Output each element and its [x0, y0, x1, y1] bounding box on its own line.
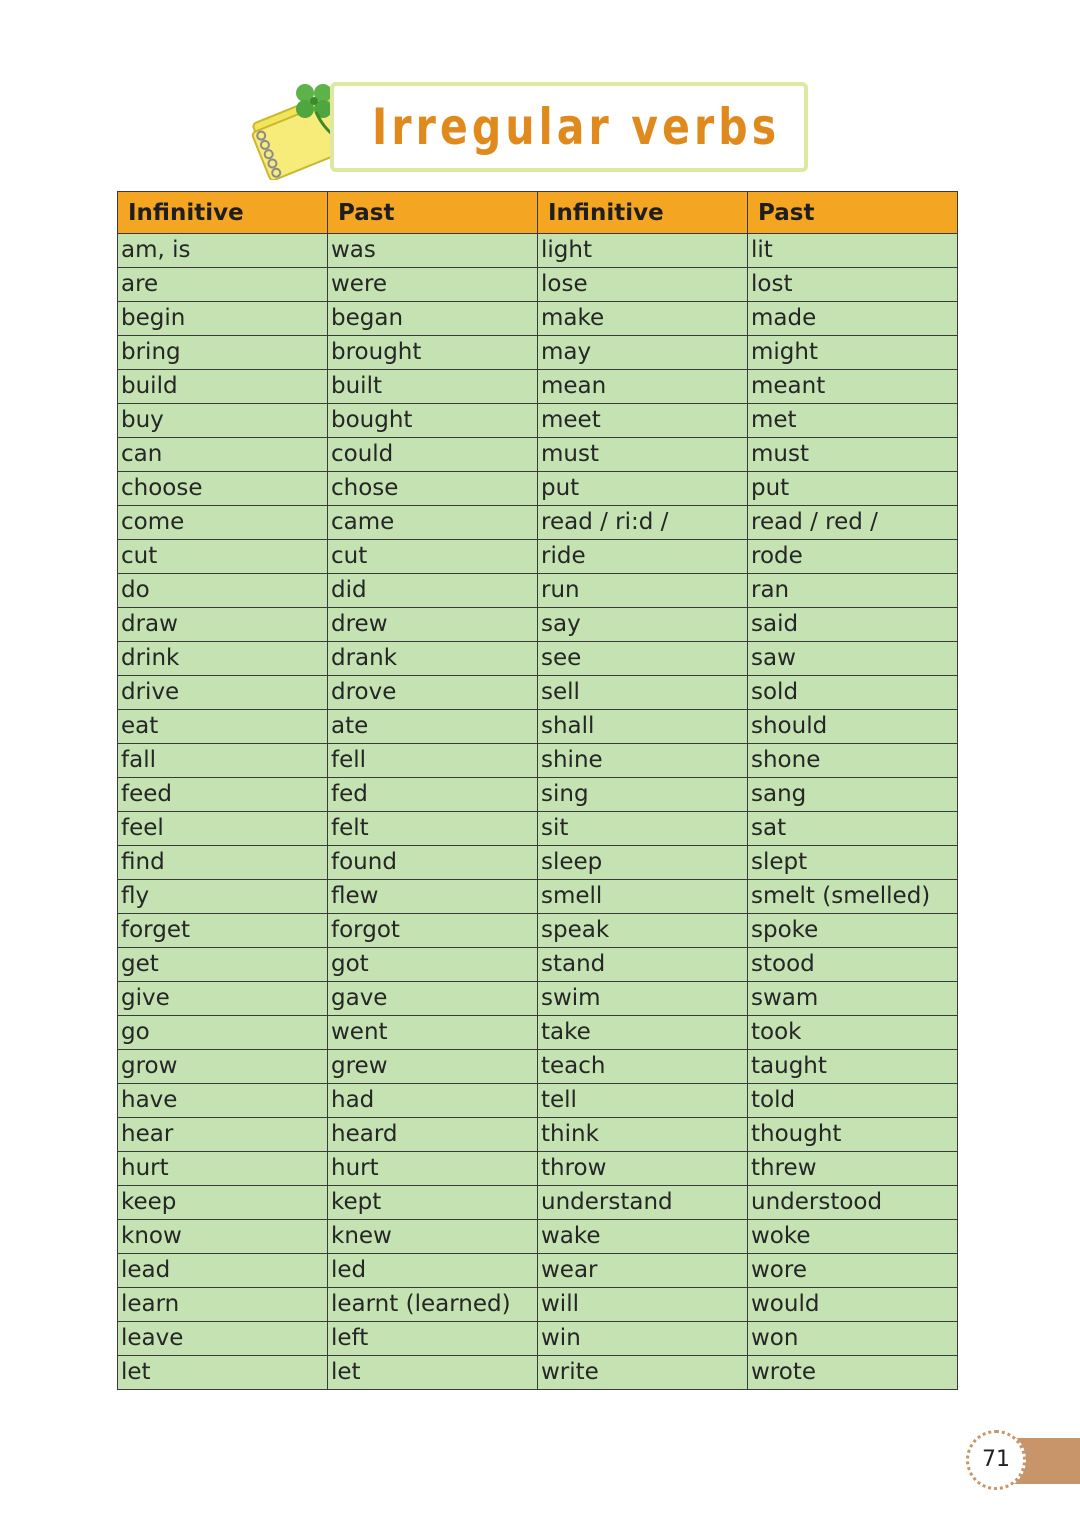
infinitive-cell: feed [118, 778, 328, 812]
infinitive-cell: bring [118, 336, 328, 370]
table-row [118, 1254, 958, 1288]
past-cell: had [328, 1084, 538, 1118]
infinitive-cell: smell [538, 880, 748, 914]
table-row [118, 1186, 958, 1220]
infinitive-cell: give [118, 982, 328, 1016]
infinitive-cell: leave [118, 1322, 328, 1356]
past-cell: smelt (smelled) [748, 880, 958, 914]
infinitive-cell: get [118, 948, 328, 982]
table-row [118, 1050, 958, 1084]
past-cell: began [328, 302, 538, 336]
table-row [118, 1288, 958, 1322]
infinitive-cell: build [118, 370, 328, 404]
past-cell: learnt (learned) [328, 1288, 538, 1322]
past-cell: sat [748, 812, 958, 846]
infinitive-cell: light [538, 234, 748, 268]
past-cell: stood [748, 948, 958, 982]
past-cell: taught [748, 1050, 958, 1084]
table-row [118, 506, 958, 540]
table-row [118, 778, 958, 812]
past-cell: read / red / [748, 506, 958, 540]
past-cell: bought [328, 404, 538, 438]
infinitive-cell: know [118, 1220, 328, 1254]
infinitive-cell: understand [538, 1186, 748, 1220]
table-row [118, 540, 958, 574]
table-row [118, 1084, 958, 1118]
infinitive-cell: can [118, 438, 328, 472]
past-cell: was [328, 234, 538, 268]
infinitive-cell: buy [118, 404, 328, 438]
infinitive-cell: are [118, 268, 328, 302]
infinitive-cell: write [538, 1356, 748, 1390]
past-cell: drew [328, 608, 538, 642]
past-cell: let [328, 1356, 538, 1390]
table-row [118, 846, 958, 880]
table-row [118, 234, 958, 268]
past-cell: wore [748, 1254, 958, 1288]
past-cell: ate [328, 710, 538, 744]
past-cell: meant [748, 370, 958, 404]
infinitive-cell: lead [118, 1254, 328, 1288]
page-number-badge [960, 1426, 1080, 1498]
past-cell: sang [748, 778, 958, 812]
title-banner [238, 74, 810, 180]
infinitive-cell: am, is [118, 234, 328, 268]
infinitive-cell: read / ri:d / [538, 506, 748, 540]
infinitive-cell: mean [538, 370, 748, 404]
infinitive-cell: wear [538, 1254, 748, 1288]
past-cell: knew [328, 1220, 538, 1254]
infinitive-cell: drink [118, 642, 328, 676]
table-row [118, 812, 958, 846]
past-cell: spoke [748, 914, 958, 948]
past-cell: slept [748, 846, 958, 880]
infinitive-cell: say [538, 608, 748, 642]
table-row [118, 744, 958, 778]
infinitive-cell: find [118, 846, 328, 880]
past-cell: lit [748, 234, 958, 268]
past-cell: led [328, 1254, 538, 1288]
past-cell: woke [748, 1220, 958, 1254]
past-cell: would [748, 1288, 958, 1322]
past-cell: saw [748, 642, 958, 676]
infinitive-cell: shall [538, 710, 748, 744]
past-cell: drank [328, 642, 538, 676]
infinitive-cell: win [538, 1322, 748, 1356]
past-cell: got [328, 948, 538, 982]
infinitive-cell: speak [538, 914, 748, 948]
past-cell: should [748, 710, 958, 744]
infinitive-cell: swim [538, 982, 748, 1016]
infinitive-cell: learn [118, 1288, 328, 1322]
table-row [118, 472, 958, 506]
table-row [118, 948, 958, 982]
table-row [118, 1322, 958, 1356]
infinitive-cell: have [118, 1084, 328, 1118]
infinitive-cell: eat [118, 710, 328, 744]
infinitive-cell: hear [118, 1118, 328, 1152]
past-cell: heard [328, 1118, 538, 1152]
infinitive-cell: grow [118, 1050, 328, 1084]
table-row [118, 642, 958, 676]
infinitive-cell: put [538, 472, 748, 506]
infinitive-cell: hurt [118, 1152, 328, 1186]
infinitive-cell: sit [538, 812, 748, 846]
past-cell: hurt [328, 1152, 538, 1186]
table-row [118, 336, 958, 370]
past-cell: built [328, 370, 538, 404]
table-body [118, 234, 958, 1390]
past-cell: thought [748, 1118, 958, 1152]
past-cell: wrote [748, 1356, 958, 1390]
infinitive-cell: take [538, 1016, 748, 1050]
past-cell: rode [748, 540, 958, 574]
past-cell: fell [328, 744, 538, 778]
past-cell: sold [748, 676, 958, 710]
past-cell: made [748, 302, 958, 336]
table-row [118, 1152, 958, 1186]
past-cell: were [328, 268, 538, 302]
infinitive-cell: fly [118, 880, 328, 914]
past-cell: found [328, 846, 538, 880]
past-cell: won [748, 1322, 958, 1356]
infinitive-cell: throw [538, 1152, 748, 1186]
infinitive-cell: begin [118, 302, 328, 336]
past-cell: cut [328, 540, 538, 574]
past-cell: threw [748, 1152, 958, 1186]
infinitive-cell: must [538, 438, 748, 472]
past-cell: chose [328, 472, 538, 506]
column-header: Past [748, 192, 958, 234]
infinitive-cell: will [538, 1288, 748, 1322]
table-row [118, 404, 958, 438]
table-row [118, 302, 958, 336]
past-cell: told [748, 1084, 958, 1118]
past-cell: could [328, 438, 538, 472]
infinitive-cell: may [538, 336, 748, 370]
column-header: Infinitive [538, 192, 748, 234]
past-cell: swam [748, 982, 958, 1016]
infinitive-cell: come [118, 506, 328, 540]
table-row [118, 982, 958, 1016]
page-title: Irregular verbs [372, 98, 781, 156]
infinitive-cell: wake [538, 1220, 748, 1254]
past-cell: grew [328, 1050, 538, 1084]
past-cell: fed [328, 778, 538, 812]
infinitive-cell: sell [538, 676, 748, 710]
past-cell: might [748, 336, 958, 370]
table-row [118, 880, 958, 914]
infinitive-cell: go [118, 1016, 328, 1050]
table-row [118, 1220, 958, 1254]
past-cell: ran [748, 574, 958, 608]
infinitive-cell: cut [118, 540, 328, 574]
past-cell: felt [328, 812, 538, 846]
past-cell: said [748, 608, 958, 642]
infinitive-cell: meet [538, 404, 748, 438]
past-cell: lost [748, 268, 958, 302]
past-cell: went [328, 1016, 538, 1050]
infinitive-cell: tell [538, 1084, 748, 1118]
infinitive-cell: make [538, 302, 748, 336]
past-cell: drove [328, 676, 538, 710]
infinitive-cell: sing [538, 778, 748, 812]
past-cell: must [748, 438, 958, 472]
past-cell: shone [748, 744, 958, 778]
infinitive-cell: lose [538, 268, 748, 302]
infinitive-cell: feel [118, 812, 328, 846]
past-cell: flew [328, 880, 538, 914]
table-row [118, 1356, 958, 1390]
past-cell: put [748, 472, 958, 506]
column-header: Past [328, 192, 538, 234]
past-cell: left [328, 1322, 538, 1356]
infinitive-cell: fall [118, 744, 328, 778]
past-cell: came [328, 506, 538, 540]
table-row [118, 574, 958, 608]
table-row [118, 1118, 958, 1152]
table-row [118, 608, 958, 642]
column-header: Infinitive [118, 192, 328, 234]
past-cell: gave [328, 982, 538, 1016]
past-cell: understood [748, 1186, 958, 1220]
infinitive-cell: sleep [538, 846, 748, 880]
table-row [118, 676, 958, 710]
infinitive-cell: choose [118, 472, 328, 506]
irregular-verbs-table [117, 191, 958, 1390]
past-cell: forgot [328, 914, 538, 948]
past-cell: did [328, 574, 538, 608]
infinitive-cell: stand [538, 948, 748, 982]
infinitive-cell: see [538, 642, 748, 676]
infinitive-cell: drive [118, 676, 328, 710]
table-row [118, 914, 958, 948]
past-cell: took [748, 1016, 958, 1050]
page-number: 71 [966, 1430, 1026, 1490]
past-cell: kept [328, 1186, 538, 1220]
infinitive-cell: draw [118, 608, 328, 642]
table-row [118, 438, 958, 472]
table-row [118, 710, 958, 744]
infinitive-cell: forget [118, 914, 328, 948]
table-row [118, 268, 958, 302]
infinitive-cell: think [538, 1118, 748, 1152]
infinitive-cell: run [538, 574, 748, 608]
infinitive-cell: let [118, 1356, 328, 1390]
past-cell: met [748, 404, 958, 438]
past-cell: brought [328, 336, 538, 370]
table-row [118, 370, 958, 404]
infinitive-cell: ride [538, 540, 748, 574]
infinitive-cell: do [118, 574, 328, 608]
infinitive-cell: keep [118, 1186, 328, 1220]
infinitive-cell: teach [538, 1050, 748, 1084]
infinitive-cell: shine [538, 744, 748, 778]
table-header-row [118, 192, 958, 234]
table-row [118, 1016, 958, 1050]
